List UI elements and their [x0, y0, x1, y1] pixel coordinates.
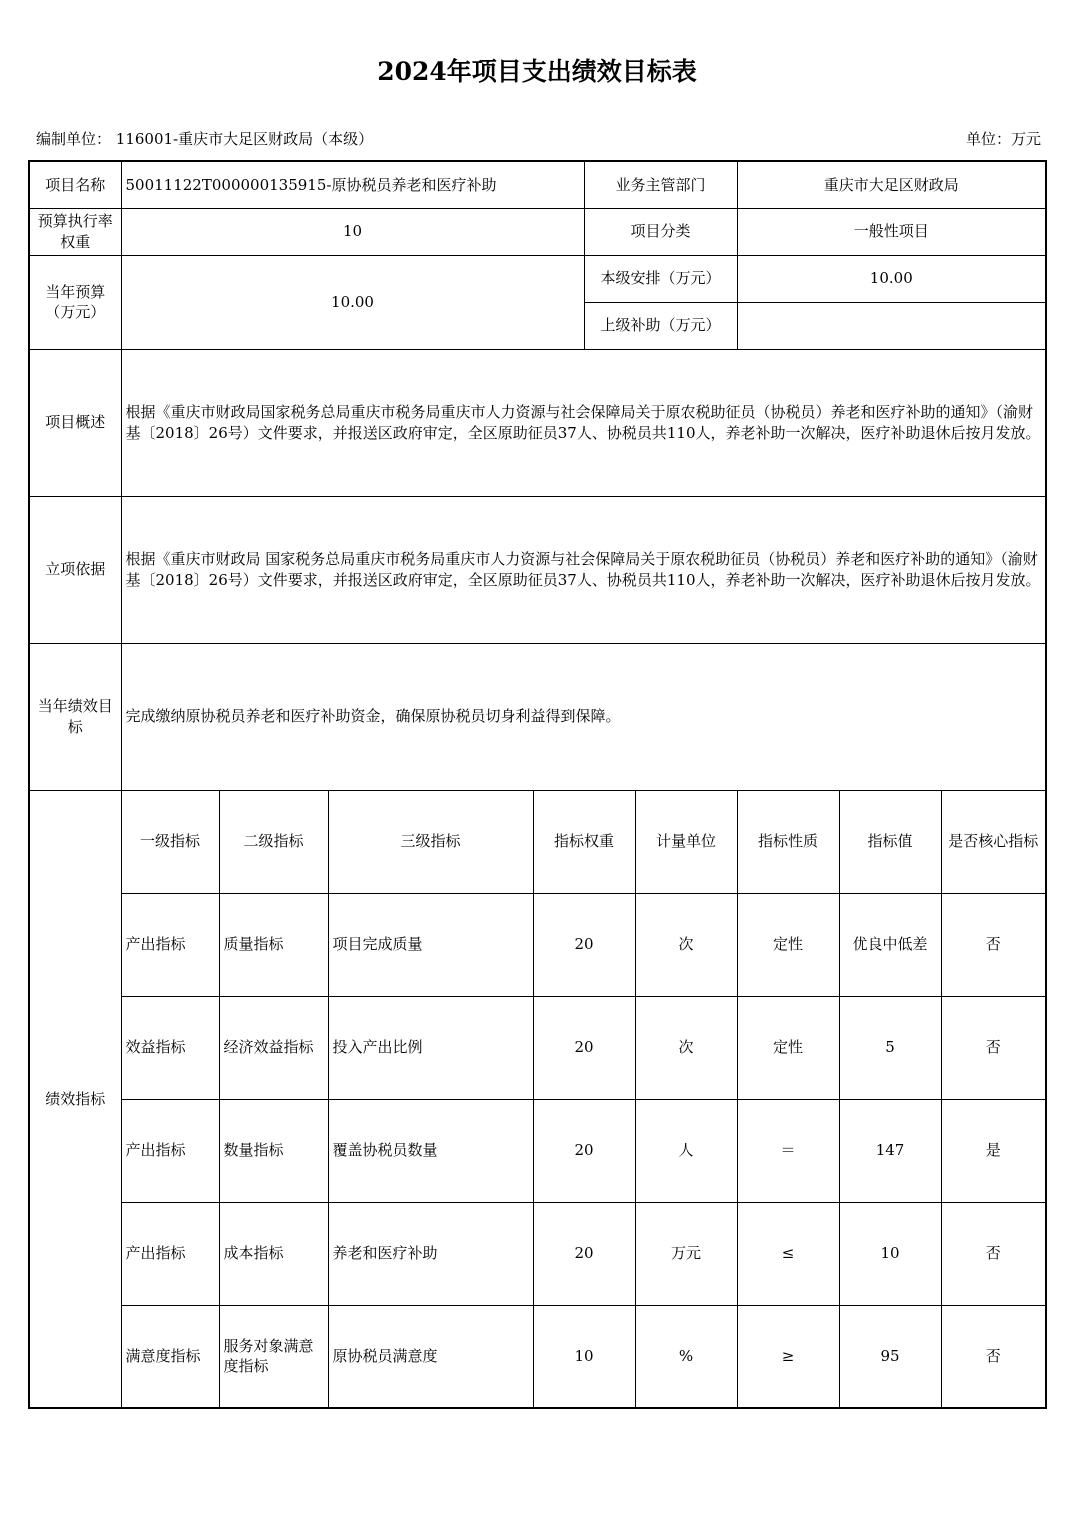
project-name-value: 50011122T000000135915-原协税员养老和医疗补助	[121, 161, 584, 208]
indicator-level3: 养老和医疗补助	[328, 1202, 533, 1305]
header-level3: 三级指标	[328, 790, 533, 893]
project-name-label: 项目名称	[29, 161, 121, 208]
category-label: 项目分类	[584, 208, 737, 255]
local-label: 本级安排（万元）	[584, 255, 737, 302]
indicator-level1: 效益指标	[121, 996, 219, 1099]
indicator-level2: 经济效益指标	[219, 996, 328, 1099]
budget-value: 10.00	[121, 255, 584, 349]
indicator-value: 优良中低差	[839, 893, 941, 996]
indicator-row	[29, 996, 1046, 1099]
indicator-core: 否	[941, 1202, 1046, 1305]
indicator-core: 否	[941, 893, 1046, 996]
org-line	[36, 128, 373, 149]
upper-value	[737, 302, 1046, 349]
overview-row	[29, 349, 1046, 496]
indicator-nature: 定性	[737, 996, 839, 1099]
header-nature: 指标性质	[737, 790, 839, 893]
header-level2: 二级指标	[219, 790, 328, 893]
indicator-header-row	[29, 790, 1046, 893]
header-core: 是否核心指标	[941, 790, 1046, 893]
indicator-value: 147	[839, 1099, 941, 1202]
overview-value: 根据《重庆市财政局国家税务总局重庆市税务局重庆市人力资源与社会保障局关于原农税助征员（协税员）养老和医疗补助的通知》（渝财基〔2018〕26号）文件要求，并报送区政府审定，全区原助征员37人、协税员共110人，养老补助一次解决，医疗补助退休后按月发放。	[121, 349, 1046, 496]
header-level1: 一级指标	[121, 790, 219, 893]
indicator-unit: 次	[635, 996, 737, 1099]
indicator-nature: ≥	[737, 1305, 839, 1408]
org-label: 编制单位：	[36, 130, 112, 148]
upper-label: 上级补助（万元）	[584, 302, 737, 349]
dept-value: 重庆市大足区财政局	[737, 161, 1046, 208]
indicator-level3: 项目完成质量	[328, 893, 533, 996]
overview-label: 项目概述	[29, 349, 121, 496]
category-value: 一般性项目	[737, 208, 1046, 255]
indicator-row	[29, 893, 1046, 996]
indicator-nature: ≤	[737, 1202, 839, 1305]
goal-label: 当年绩效目标	[29, 643, 121, 790]
indicator-core: 否	[941, 1305, 1046, 1408]
weight-value: 10	[121, 208, 584, 255]
basis-value: 根据《重庆市财政局 国家税务总局重庆市税务局重庆市人力资源与社会保障局关于原农税助征员（协税员）养老和医疗补助的通知》（渝财基〔2018〕26号）文件要求，并报送区政府审定，全区原助征员37人、协税员共110人，养老补助一次解决，医疗补助退休后按月发放。	[121, 496, 1046, 643]
indicator-level3: 投入产出比例	[328, 996, 533, 1099]
indicator-level2: 成本指标	[219, 1202, 328, 1305]
goal-value: 完成缴纳原协税员养老和医疗补助资金，确保原协税员切身利益得到保障。	[121, 643, 1046, 790]
indicator-unit: 次	[635, 893, 737, 996]
org-value: 116001-重庆市大足区财政局（本级）	[115, 130, 374, 148]
header-unit: 计量单位	[635, 790, 737, 893]
budget-label: 当年预算（万元）	[29, 255, 121, 349]
basis-row	[29, 496, 1046, 643]
basis-label: 立项依据	[29, 496, 121, 643]
weight-row	[29, 208, 1046, 255]
indicator-row	[29, 1305, 1046, 1408]
indicator-row	[29, 1202, 1046, 1305]
indicator-value: 10	[839, 1202, 941, 1305]
page-title: 2024年项目支出绩效目标表	[377, 57, 697, 86]
budget-row	[29, 255, 1046, 302]
header-value: 指标值	[839, 790, 941, 893]
indicator-value: 5	[839, 996, 941, 1099]
indicator-unit: 万元	[635, 1202, 737, 1305]
indicator-level3: 覆盖协税员数量	[328, 1099, 533, 1202]
indicator-weight: 20	[533, 1202, 635, 1305]
indicator-unit: 人	[635, 1099, 737, 1202]
indicator-weight: 10	[533, 1305, 635, 1408]
indicator-weight: 20	[533, 893, 635, 996]
indicator-level2: 服务对象满意度指标	[219, 1305, 328, 1408]
local-value: 10.00	[737, 255, 1046, 302]
weight-label: 预算执行率权重	[29, 208, 121, 255]
indicator-level1: 产出指标	[121, 893, 219, 996]
indicator-row	[29, 1099, 1046, 1202]
indicator-level2: 质量指标	[219, 893, 328, 996]
indicator-nature: ＝	[737, 1099, 839, 1202]
header-weight: 指标权重	[533, 790, 635, 893]
indicators-section-label: 绩效指标	[29, 790, 121, 1408]
indicator-level1: 产出指标	[121, 1099, 219, 1202]
indicator-core: 否	[941, 996, 1046, 1099]
goal-row	[29, 643, 1046, 790]
indicator-weight: 20	[533, 1099, 635, 1202]
indicator-nature: 定性	[737, 893, 839, 996]
indicator-level1: 产出指标	[121, 1202, 219, 1305]
indicator-level3: 原协税员满意度	[328, 1305, 533, 1408]
dept-label: 业务主管部门	[584, 161, 737, 208]
performance-table	[28, 160, 1047, 1409]
project-name-row	[29, 161, 1046, 208]
indicator-weight: 20	[533, 996, 635, 1099]
unit-label: 单位：万元	[965, 130, 1041, 148]
indicator-unit: %	[635, 1305, 737, 1408]
indicator-core: 是	[941, 1099, 1046, 1202]
indicator-value: 95	[839, 1305, 941, 1408]
indicator-level1: 满意度指标	[121, 1305, 219, 1408]
indicator-level2: 数量指标	[219, 1099, 328, 1202]
